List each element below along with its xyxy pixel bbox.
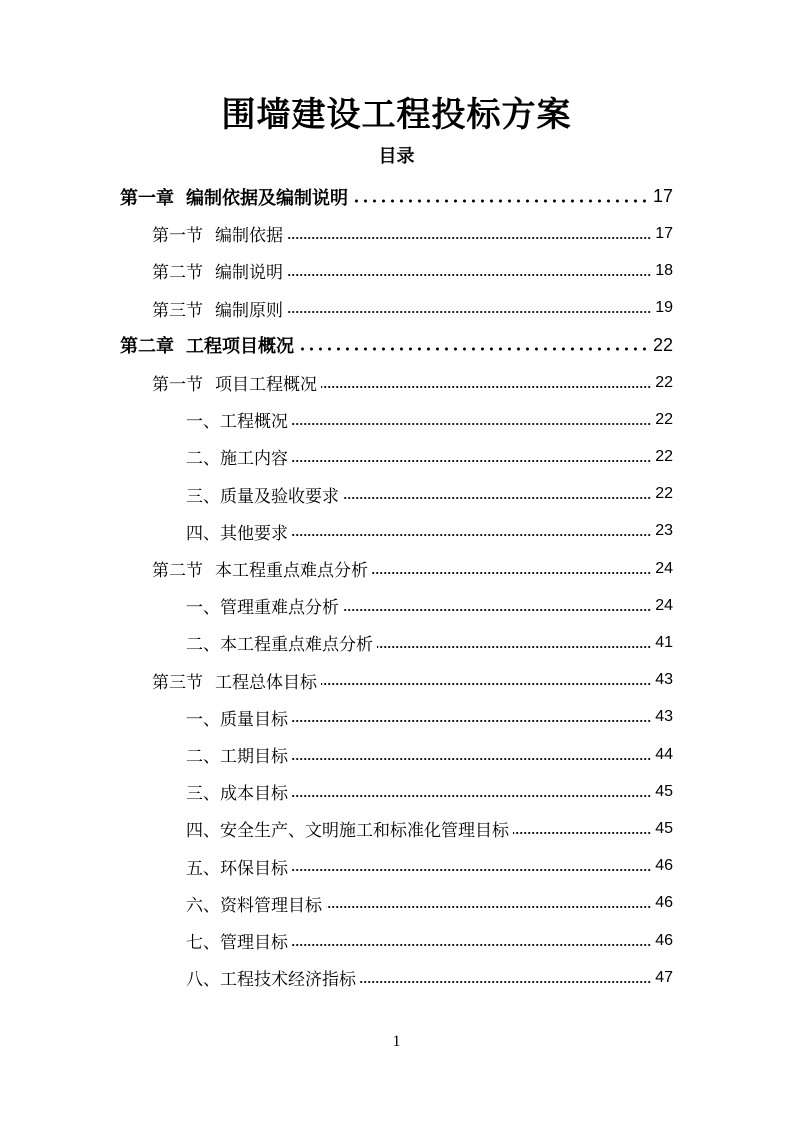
toc-heading: 目录	[378, 146, 415, 167]
toc-entry-label	[186, 965, 356, 990]
toc-entry-label	[186, 891, 322, 916]
toc-dot-leader	[352, 199, 649, 203]
toc-entry-title: 五、环保目标	[186, 858, 288, 879]
toc-section-entry[interactable]	[152, 662, 673, 699]
toc-entry-title: 一、工程概况	[186, 412, 288, 433]
toc-entry-number: 第一章	[120, 187, 174, 209]
toc-entry-label	[152, 370, 317, 395]
toc-entry-page: 47	[655, 968, 673, 986]
toc-section-entry[interactable]	[152, 550, 673, 587]
toc-entry-label	[186, 816, 509, 841]
toc-entry-title: 工程总体目标	[215, 672, 317, 693]
toc-entry-page: 22	[655, 373, 673, 391]
toc-dot-leader	[513, 831, 651, 835]
toc-section-entry[interactable]	[152, 290, 673, 327]
toc-entry-label	[186, 630, 373, 655]
toc-entry-page: 17	[652, 186, 673, 206]
toc-entry-page: 24	[655, 596, 673, 614]
toc-entry-page: 23	[655, 522, 673, 540]
toc-entry-label	[152, 258, 283, 283]
toc-entry-title: 本工程重点难点分析	[215, 561, 368, 581]
toc-subsection-entry[interactable]	[186, 624, 673, 661]
toc-entry-title: 二、施工内容	[186, 449, 288, 470]
toc-entry-title: 一、管理重难点分析	[186, 598, 339, 619]
toc-entry-title: 四、安全生产、文明施工和标准化管理目标	[186, 821, 509, 842]
toc-entry-label	[152, 556, 368, 581]
toc-entry-label	[152, 221, 283, 246]
toc-dot-leader	[292, 533, 651, 537]
toc-dot-leader	[292, 943, 651, 947]
toc-subsection-entry[interactable]	[186, 773, 673, 810]
toc-section-entry[interactable]	[152, 215, 673, 252]
toc-entry-label	[186, 444, 288, 469]
toc-entry-title: 三、质量及验收要求	[186, 486, 339, 507]
toc-dot-leader	[372, 571, 651, 575]
toc-entry-page: 46	[655, 894, 673, 912]
toc-entry-title: 工程项目概况	[186, 336, 294, 358]
toc-entry-label	[186, 705, 288, 730]
toc-entry-page: 41	[655, 633, 673, 651]
toc-dot-leader	[292, 459, 651, 463]
page-number: 1	[392, 1033, 401, 1050]
toc-entry-page: 22	[655, 485, 673, 503]
toc-chapter-entry[interactable]	[120, 178, 673, 215]
toc-entry-title: 编制说明	[215, 263, 283, 284]
toc-entry-page: 22	[652, 334, 673, 355]
toc-entry-title: 编制依据及编制说明	[186, 187, 348, 209]
toc-entry-number: 第一节	[152, 375, 203, 395]
toc-subsection-entry[interactable]	[186, 959, 673, 996]
toc-dot-leader	[292, 868, 651, 872]
toc-subsection-entry[interactable]	[186, 736, 673, 773]
toc-entry-label	[186, 742, 288, 767]
toc-entry-label	[186, 519, 288, 544]
toc-entry-label	[186, 854, 288, 879]
toc-entry-label	[152, 296, 283, 321]
toc-entry-title: 七、管理目标	[186, 933, 288, 953]
toc-entry-page: 43	[655, 671, 673, 689]
toc-entry-number: 第三节	[152, 300, 203, 321]
toc-dot-leader	[298, 347, 649, 351]
toc-subsection-entry[interactable]	[186, 513, 673, 550]
toc-entry-page: 22	[655, 410, 673, 428]
toc-subsection-entry[interactable]	[186, 699, 673, 736]
toc-subsection-entry[interactable]	[186, 476, 673, 513]
toc-entry-label	[186, 593, 339, 618]
toc-subsection-entry[interactable]	[186, 848, 673, 885]
toc-subsection-entry[interactable]	[186, 438, 673, 475]
toc-entry-title: 四、其他要求	[186, 523, 288, 544]
toc-entry-title: 项目工程概况	[215, 375, 317, 395]
toc-dot-leader	[292, 422, 651, 426]
toc-subsection-entry[interactable]	[186, 401, 673, 438]
toc-entry-page: 46	[655, 931, 673, 949]
toc-subsection-entry[interactable]	[186, 587, 673, 624]
toc-entry-page: 44	[655, 745, 673, 763]
toc-entry-page: 17	[655, 224, 673, 242]
toc-entry-title: 编制原则	[215, 300, 283, 321]
toc-entry-number: 第二节	[152, 263, 203, 284]
toc-entry-page: 46	[655, 857, 673, 875]
toc-entry-title: 一、质量目标	[186, 709, 288, 730]
toc-dot-leader	[326, 905, 651, 909]
toc-entry-number: 第一节	[152, 226, 203, 247]
toc-entry-title: 编制依据	[215, 226, 283, 247]
toc-entry-page: 19	[655, 299, 673, 317]
toc-entry-label	[186, 407, 288, 432]
toc-entry-page: 24	[655, 559, 673, 577]
toc-entry-page: 43	[655, 708, 673, 726]
toc-dot-leader	[287, 310, 651, 314]
toc-entry-page: 45	[655, 782, 673, 800]
toc-dot-leader	[287, 273, 651, 277]
toc-entry-page: 45	[655, 819, 673, 837]
toc-entry-label	[120, 184, 348, 210]
toc-entry-number: 第二章	[120, 336, 174, 358]
toc-entry-label	[152, 668, 317, 693]
toc-dot-leader	[343, 496, 651, 500]
toc-subsection-entry[interactable]	[186, 810, 673, 847]
toc-entry-label	[186, 779, 288, 804]
toc-entry-title: 二、工期目标	[186, 747, 288, 767]
toc-dot-leader	[287, 236, 651, 240]
toc-dot-leader	[360, 980, 651, 984]
toc-dot-leader	[321, 385, 651, 389]
toc-dot-leader	[292, 719, 651, 723]
toc-dot-leader	[377, 645, 651, 649]
toc-entry-page: 18	[655, 261, 673, 279]
toc-entry-label	[120, 332, 294, 358]
toc-chapter-entry[interactable]	[120, 327, 673, 364]
toc-subsection-entry[interactable]	[186, 885, 673, 922]
document-title: 围墙建设工程投标方案	[221, 95, 572, 135]
toc-dot-leader	[292, 757, 651, 761]
toc-dot-leader	[321, 682, 651, 686]
toc-section-entry[interactable]	[152, 252, 673, 289]
toc-entry-title: 三、成本目标	[186, 784, 288, 805]
toc-dot-leader	[292, 794, 651, 798]
toc-entry-label	[186, 928, 288, 953]
toc-entry-number: 第二节	[152, 561, 203, 581]
toc-entry-page: 22	[655, 447, 673, 465]
toc-entry-title: 六、资料管理目标	[186, 895, 322, 916]
toc-entry-title: 二、本工程重点难点分析	[186, 635, 373, 656]
toc-subsection-entry[interactable]	[186, 922, 673, 959]
toc-entry-title: 八、工程技术经济指标	[186, 970, 356, 991]
toc-entry-label	[186, 482, 339, 507]
toc-entry-number: 第三节	[152, 672, 203, 693]
toc-section-entry[interactable]	[152, 364, 673, 401]
toc-dot-leader	[343, 608, 651, 612]
